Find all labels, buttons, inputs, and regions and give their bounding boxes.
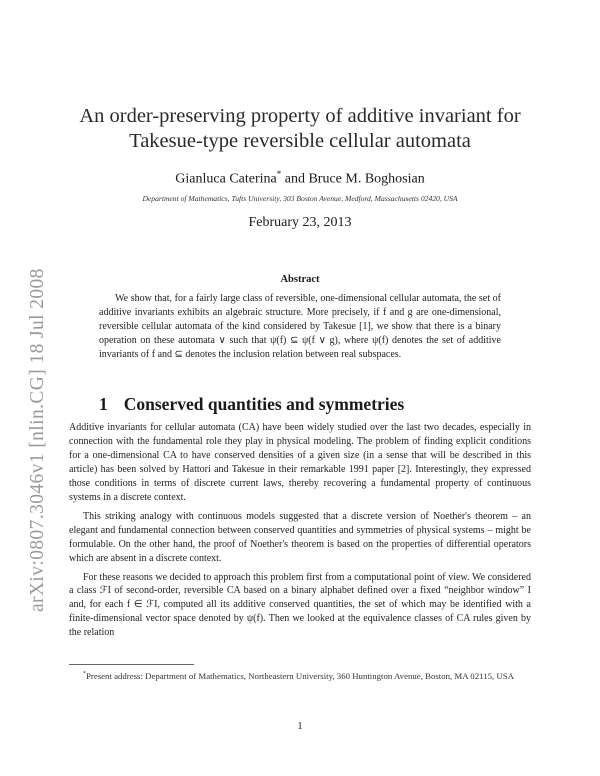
author-footnote-mark: * [276,169,282,179]
footnote-mark: * [83,671,86,677]
abstract-text: We show that, for a fairly large class of reversible, one-dimensional cellular automata, the set of additive invariants exhibits an algebraic structure. More precisely, if f and g are one-dimensional, reversible cellular automata of the kind considered by Takesue [1], we show that there is a binary operation on these automata ∨ such that ψ(f) ⊆ ψ(f ∨ g), where ψ(f) denotes the set of additive invariants of f and ⊆ denotes the inclusion relation between real subspaces. [99,293,501,361]
footnote-text: Present address: Department of Mathematics, Northeastern University, 360 Huntington Avenue, Boston, MA 02115, USA [86,670,514,681]
abstract-heading: Abstract [280,274,320,285]
author-rest: and Bruce M. Boghosian [281,171,425,187]
arxiv-identifier-stamp: arXiv:0807.3046v1 [nlin.CG] 18 Jul 2008 [27,268,48,612]
affiliation: Department of Mathematics, Tufts University, 303 Boston Avenue, Medford, Massachusetts 02420, USA [142,194,458,203]
footnote [69,668,531,682]
paragraph: This striking analogy with continuous models suggested that a discrete version of Noether's theorem – an elegant and fundamental connection between conserved quantities and symmetries of physical systems – might be formulable. On the other hand, the proof of Noether's theorem is based on the properties of differential operators which are absent in a discrete context. [69,510,531,564]
paper-title: An order-preserving property of additive invariant for Takesue-type reversible cellular automata [79,105,521,152]
paragraph: For these reasons we decided to approach this problem first from a computational point of view. We considered a class ℱI of second-order, reversible CA based on a binary alphabet defined over a fixed “neighbor window” I and, for each f ∈ ℱI, computed all its additive conserved quantities, the set of which may be identified with a finite-dimensional vector space denoted by ψ(f). Then we looked at the equivalence classes of CA rules given by the relation [69,571,531,639]
paper-date: February 23, 2013 [248,215,352,230]
section-heading [99,394,519,415]
footnote-divider [69,664,194,665]
author-first: Gianluca Caterina [175,171,277,187]
author-list [60,169,540,188]
paragraph: Additive invariants for cellular automata (CA) have been widely studied over the last two decades, especially in connection with the fundamental role they play in physical modeling. The problem of finding explicit conditions for a one-dimensional CA to have conserved densities of a given size (in a sense that will be described in this article) has been solved by Hattori and Takesue in their remarkable 1991 paper [2]. Interestingly, they expressed those conditions in terms of discrete current laws, thereby recovering a fundamental property of continuous systems in a discrete context. [69,422,531,503]
section-body [69,421,531,645]
section-title: Conserved quantities and symmetries [123,394,405,414]
page-number: 1 [297,721,303,732]
section-number: 1 [99,394,108,414]
